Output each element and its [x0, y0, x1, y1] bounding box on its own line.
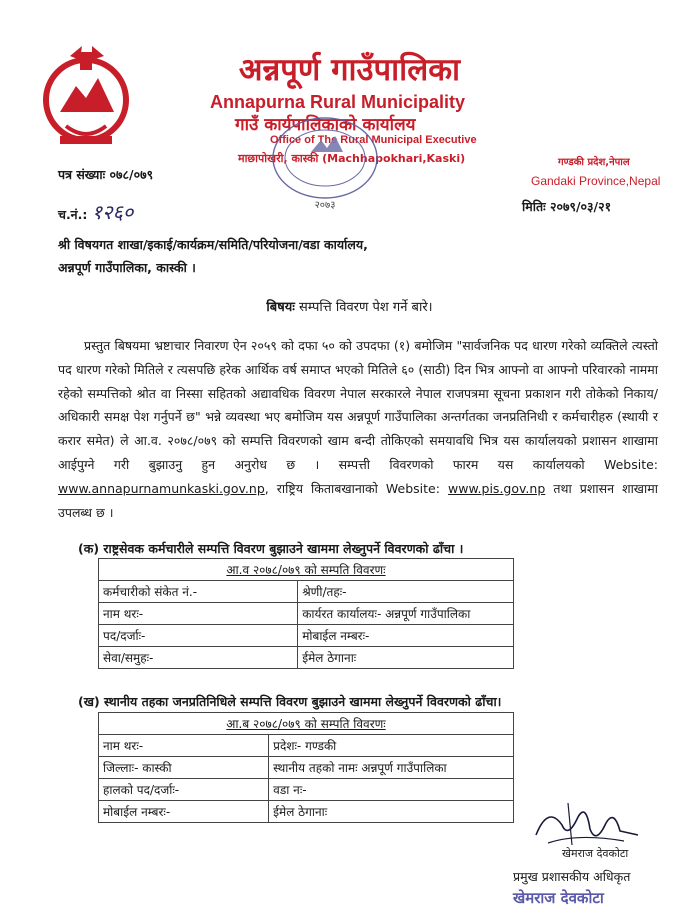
office-stamp-icon: [255, 108, 395, 218]
province-nepali: गण्डकी प्रदेश,नेपाल: [558, 157, 630, 168]
office-name-english: Office of The Rural Municipal Executive: [270, 134, 477, 146]
stamp-year: २०७३: [314, 200, 336, 211]
section-a-heading: (क) राष्ट्रसेवक कर्मचारीले सम्पत्ति विवरण बुझाउने खाममा लेख्नुपर्ने विवरणको ढाँचा ।: [78, 541, 464, 556]
dispatch-number: [58, 198, 133, 225]
section-a-table-title: आ.व २०७८/०७९ को सम्पति विवरणः: [99, 559, 514, 581]
section-b-table: [98, 712, 514, 823]
body-part-1: प्रस्तुत बिषयमा भ्रष्टाचार निवारण ऐन २०५९ को दफा ५० को उपदफा (१) बमोजिम "सार्वजनिक पद धारण गरेको व्यक्तिले त्यस्तो पद धारण गरेको मितिले र त्यसपछि हरेक आर्थिक वर्ष समाप्त भएको मितिले ६० (साठी) दिन भित्र आफ्नो वा आफ्नो परिवारको नाममा रहेको सम्पत्तिको श्रोत वा निस्सा सहितको अद्यावधिक विवरण नेपाल सरकारले नेपाल राजपत्रमा सूचना प्रकाशन गरी तोकेको निकाय/अधिकारी समक्ष पेश गर्नुपर्ने छ" भन्ने व्यवस्था भए बमोजिम यस अन्नपूर्ण गाउँपालिका अन्तर्गतका जनप्रतिनिधी र कर्मचारीहरु (स्थायी र करार समेत) ले आ.व. २०७८/०७९ को सम्पत्ति विवरणको खाम बन्दी तोकिएको समयावधि भित्र यस कार्यालयको प्रशासन शाखामा आईपुग्ने गरी बुझाउनु हुन अनुरोध छ । सम्पत्ती विवरणको फारम यस कार्यालयको Website:: [58, 338, 658, 472]
dispatch-number-value: १२६०: [91, 200, 134, 224]
addressee-line-2: अन्नपूर्ण गाउँपालिका, कास्की ।: [58, 260, 196, 275]
letter-number-label: पत्र संख्याः: [58, 167, 106, 182]
section-a-table: [98, 558, 514, 669]
letter-date-label: मितिः: [522, 199, 546, 214]
org-name-nepali: अन्नपूर्ण गाउँपालिका: [238, 52, 461, 88]
letter-date-value: २०७९/०३/२१: [549, 199, 612, 214]
org-address: माछापोखरी, कास्की (Machhapokhari,Kaski): [238, 152, 466, 165]
province-english: Gandaki Province,Nepal: [531, 174, 661, 188]
section-b-table-title: आ.ब २०७८/०७९ को सम्पति विवरणः: [99, 713, 514, 735]
dispatch-number-label: च.नं.:: [58, 207, 88, 222]
body-part-2: , राष्ट्रिय किताबखानाको Website:: [264, 480, 440, 496]
body-part-3: तथा प्रशासन शाखामा उपलब्ध छ ।: [58, 480, 658, 520]
table-row: नाम थरः- प्रदेशः- गण्डकी: [99, 735, 514, 757]
addressee-line-1: श्री विषयगत शाखा/इकाई/कार्यक्रम/समिति/परियोजना/वडा कार्यालय,: [58, 237, 368, 252]
signatory-name-stamp: खेमराज देवकोटा: [513, 889, 604, 907]
org-name-english: Annapurna Rural Municipality: [210, 92, 466, 112]
section-b-heading: (ख) स्थानीय तहका जनप्रतिनिधिले सम्पत्ति विवरण बुझाउने खाममा लेख्नुपर्ने विवरणको ढाँचा।: [78, 694, 502, 709]
signatory-role: प्रमुख प्रशासकीय अधिकृत: [513, 869, 631, 884]
municipality-website-link[interactable]: www.annapurnamunkaski.gov.np: [58, 480, 265, 496]
letter-number-value: ०७८/०७९: [109, 167, 154, 182]
body-paragraph: [58, 334, 658, 524]
table-row: सेवा/समुहः- ईमेल ठेगानाः: [99, 647, 514, 669]
subject-line: [0, 297, 699, 315]
table-row: मोबाईल नम्बरः- ईमेल ठेगानाः: [99, 801, 514, 823]
signatory-name: खेमराज देवकोटा: [562, 847, 629, 860]
table-row: नाम थरः- कार्यरत कार्यालयः- अन्नपूर्ण गाउँपालिका: [99, 603, 514, 625]
table-row: हालको पद/दर्जाः- वडा नः-: [99, 779, 514, 801]
office-name-nepali: गाउँ कार्यपालिकाको कार्यालय: [235, 115, 416, 135]
subject-label: बिषयः: [266, 300, 295, 315]
table-row: जिल्लाः- कास्की स्थानीय तहको नामः अन्नपूर्ण गाउँपालिका: [99, 757, 514, 779]
letter-date: [522, 198, 611, 215]
subject-text: सम्पत्ति विवरण पेश गर्ने बारे।: [299, 300, 433, 315]
table-row: कर्मचारीको संकेत नं.- श्रेणी/तहः-: [99, 581, 514, 603]
letter-number: [58, 166, 153, 183]
pis-website-link[interactable]: www.pis.gov.np: [448, 480, 546, 496]
table-row: पद/दर्जाः- मोबाईल नम्बरः-: [99, 625, 514, 647]
